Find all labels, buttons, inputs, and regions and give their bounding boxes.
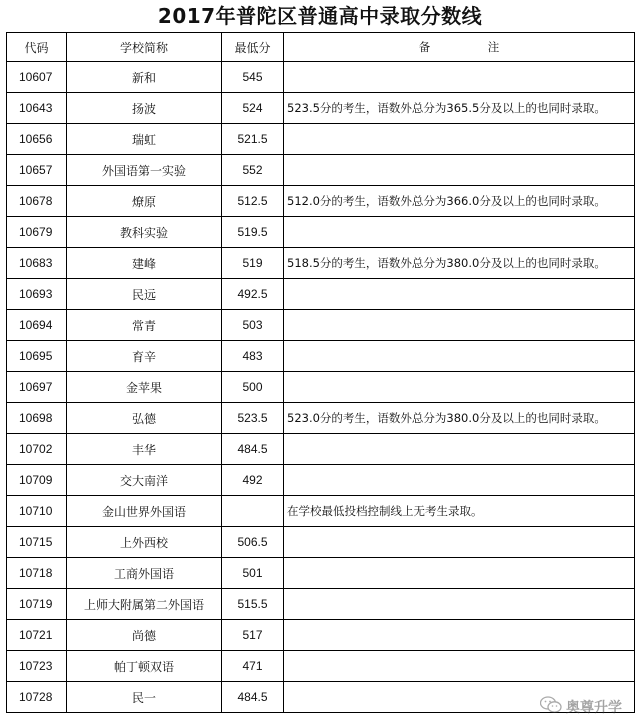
header-min-score: 最低分: [222, 33, 284, 62]
table-row: [7, 527, 635, 558]
table-row: [7, 124, 635, 155]
cell-note: [284, 620, 635, 651]
cell-score: 506.5: [222, 527, 284, 558]
cell-school: 弘德: [67, 403, 222, 434]
cell-code: 10657: [7, 155, 67, 186]
cell-school: 民远: [67, 279, 222, 310]
cell-score: 519.5: [222, 217, 284, 248]
cell-score: 483: [222, 341, 284, 372]
table-row: [7, 279, 635, 310]
cell-score: [222, 496, 284, 527]
cell-school: 建峰: [67, 248, 222, 279]
cell-code: 10607: [7, 62, 67, 93]
table-row: [7, 558, 635, 589]
cell-school: 育辛: [67, 341, 222, 372]
table-row: [7, 465, 635, 496]
cell-note: [284, 217, 635, 248]
table-header-row: [7, 33, 635, 62]
cell-school: 民一: [67, 682, 222, 713]
cell-code: 10718: [7, 558, 67, 589]
wechat-icon: [540, 696, 562, 718]
cell-score: 545: [222, 62, 284, 93]
cell-school: 燎原: [67, 186, 222, 217]
cell-note: [284, 124, 635, 155]
table-row: [7, 434, 635, 465]
table-row: [7, 310, 635, 341]
cell-code: 10721: [7, 620, 67, 651]
cell-note: 518.5分的考生，语数外总分为380.0分及以上的也同时录取。: [284, 248, 635, 279]
cell-school: 扬波: [67, 93, 222, 124]
table-row: [7, 186, 635, 217]
cell-code: 10697: [7, 372, 67, 403]
watermark-text: 奥尊升学: [566, 700, 622, 716]
cell-code: 10683: [7, 248, 67, 279]
table-row: [7, 93, 635, 124]
score-table: [6, 32, 635, 713]
cell-code: 10719: [7, 589, 67, 620]
cell-note: [284, 372, 635, 403]
cell-note: [284, 527, 635, 558]
cell-score: 512.5: [222, 186, 284, 217]
cell-school: 工商外国语: [67, 558, 222, 589]
cell-note: 在学校最低投档控制线上无考生录取。: [284, 496, 635, 527]
cell-score: 524: [222, 93, 284, 124]
header-school: 学校简称: [67, 33, 222, 62]
cell-note: [284, 341, 635, 372]
table-row: [7, 248, 635, 279]
cell-school: 教科实验: [67, 217, 222, 248]
cell-school: 常青: [67, 310, 222, 341]
cell-note: [284, 279, 635, 310]
header-code: 代码: [7, 33, 67, 62]
cell-score: 523.5: [222, 403, 284, 434]
cell-code: 10643: [7, 93, 67, 124]
cell-note: [284, 155, 635, 186]
cell-school: 新和: [67, 62, 222, 93]
table-row: [7, 496, 635, 527]
page-title: 2017年普陀区普通高中录取分数线: [157, 4, 483, 28]
table-row: [7, 217, 635, 248]
cell-school: 外国语第一实验: [67, 155, 222, 186]
cell-school: 帕丁顿双语: [67, 651, 222, 682]
cell-school: 上师大附属第二外国语: [67, 589, 222, 620]
cell-code: 10693: [7, 279, 67, 310]
table-row: [7, 341, 635, 372]
cell-score: 484.5: [222, 682, 284, 713]
cell-school: 交大南洋: [67, 465, 222, 496]
cell-score: 484.5: [222, 434, 284, 465]
header-note: 备 注: [284, 33, 635, 62]
table-row: [7, 620, 635, 651]
cell-score: 515.5: [222, 589, 284, 620]
cell-code: 10710: [7, 496, 67, 527]
cell-note: [284, 589, 635, 620]
cell-note: 523.0分的考生，语数外总分为380.0分及以上的也同时录取。: [284, 403, 635, 434]
table-row: [7, 62, 635, 93]
cell-score: 500: [222, 372, 284, 403]
cell-score: 492: [222, 465, 284, 496]
cell-note: 512.0分的考生，语数外总分为366.0分及以上的也同时录取。: [284, 186, 635, 217]
cell-code: 10728: [7, 682, 67, 713]
watermark: [540, 696, 622, 718]
cell-code: 10656: [7, 124, 67, 155]
table-row: [7, 155, 635, 186]
cell-score: 517: [222, 620, 284, 651]
table-row: [7, 651, 635, 682]
cell-score: 519: [222, 248, 284, 279]
cell-school: 瑞虹: [67, 124, 222, 155]
cell-code: 10678: [7, 186, 67, 217]
cell-code: 10702: [7, 434, 67, 465]
cell-school: 金山世界外国语: [67, 496, 222, 527]
cell-note: [284, 558, 635, 589]
cell-score: 503: [222, 310, 284, 341]
cell-school: 上外西校: [67, 527, 222, 558]
cell-note: [284, 651, 635, 682]
cell-note: [284, 434, 635, 465]
cell-school: 丰华: [67, 434, 222, 465]
cell-note: [284, 465, 635, 496]
cell-score: 552: [222, 155, 284, 186]
cell-code: 10695: [7, 341, 67, 372]
cell-code: 10698: [7, 403, 67, 434]
table-row: [7, 589, 635, 620]
cell-note: [284, 62, 635, 93]
cell-code: 10694: [7, 310, 67, 341]
table-row: [7, 372, 635, 403]
cell-code: 10715: [7, 527, 67, 558]
cell-score: 501: [222, 558, 284, 589]
cell-score: 471: [222, 651, 284, 682]
cell-code: 10709: [7, 465, 67, 496]
cell-school: 金苹果: [67, 372, 222, 403]
cell-score: 492.5: [222, 279, 284, 310]
cell-code: 10723: [7, 651, 67, 682]
table-row: [7, 403, 635, 434]
cell-score: 521.5: [222, 124, 284, 155]
cell-code: 10679: [7, 217, 67, 248]
cell-school: 尚德: [67, 620, 222, 651]
cell-note: 523.5分的考生，语数外总分为365.5分及以上的也同时录取。: [284, 93, 635, 124]
cell-note: [284, 310, 635, 341]
